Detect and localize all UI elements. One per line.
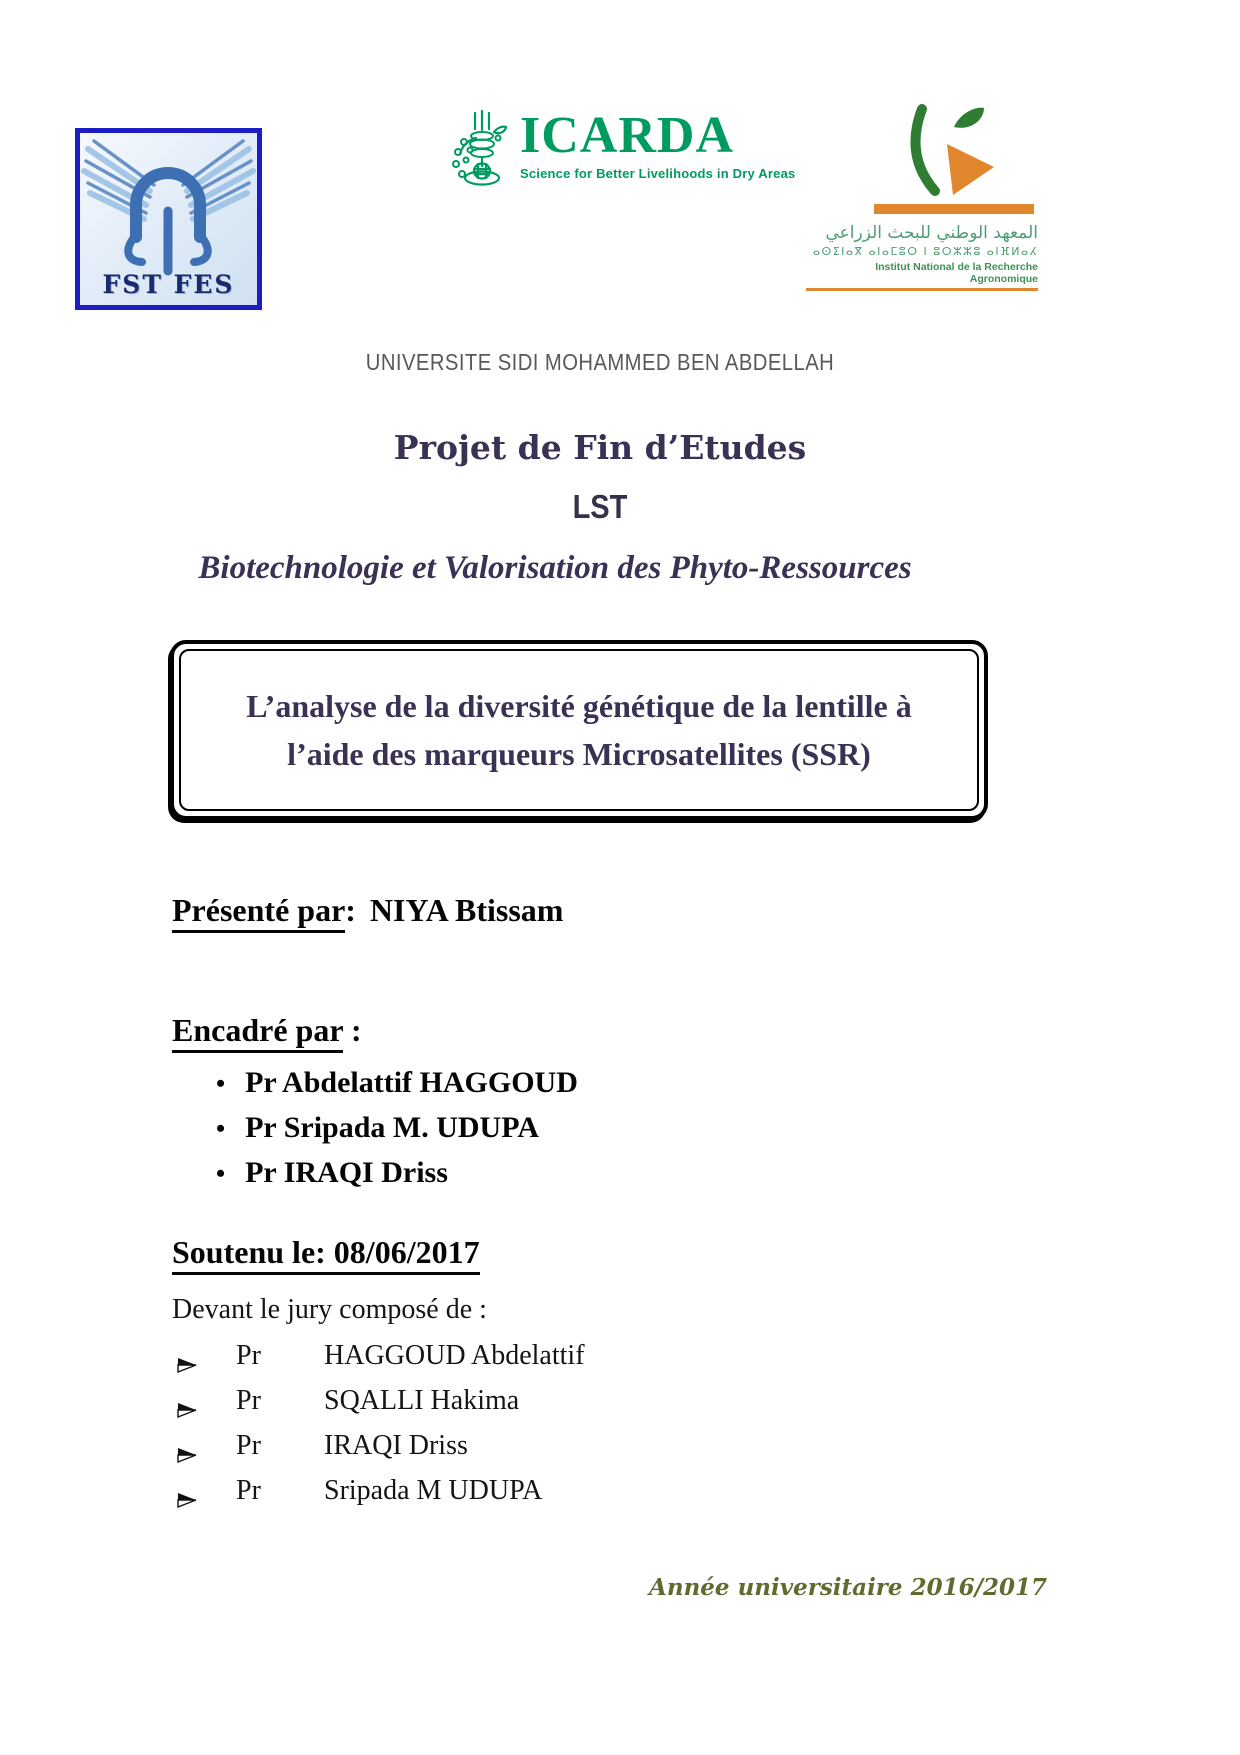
university-name: UNIVERSITE SIDI MOHAMMED BEN ABDELLAH bbox=[365, 349, 835, 375]
program-heading: Biotechnologie et Valorisation des Phyto-Ressources bbox=[198, 550, 912, 586]
supervisor-name: Pr Sripada M. UDUPA bbox=[245, 1111, 539, 1144]
inra-logo bbox=[806, 104, 1038, 291]
fst-fes-logo bbox=[75, 128, 262, 310]
presented-by-line bbox=[172, 892, 563, 929]
bullet-dot-icon: • bbox=[216, 1069, 226, 1098]
list-item bbox=[216, 1066, 578, 1111]
jury-member-title: Pr bbox=[236, 1340, 261, 1371]
inra-name-tifinagh: ⴰⵙⵉⵏⴰⴳ ⴰⵏⴰⵎⵓⵔ ⵏ ⵓⵔⵣⵣⵓ ⴰⵏⴼⵍⴰⵃ bbox=[812, 245, 1038, 258]
jury-member-title: Pr bbox=[236, 1385, 261, 1416]
arrow-bullet-icon bbox=[176, 1356, 198, 1374]
supervised-by-line bbox=[172, 1012, 362, 1049]
jury-intro-line: Devant le jury composé de : bbox=[172, 1294, 487, 1325]
degree-heading: LST bbox=[572, 488, 628, 525]
supervisor-name: Pr Abdelattif HAGGOUD bbox=[245, 1066, 578, 1099]
thesis-title-line1: L’analyse de la diversité génétique de la lentille à bbox=[246, 688, 912, 724]
supervisor-name: Pr IRAQI Driss bbox=[245, 1156, 448, 1189]
supervisor-list bbox=[216, 1066, 578, 1201]
supervised-by-colon: : bbox=[350, 1012, 362, 1048]
jury-member-title: Pr bbox=[236, 1475, 261, 1506]
wheat-icon bbox=[450, 108, 514, 194]
thesis-title-line2: l’aide des marqueurs Microsatellites (SSR) bbox=[287, 736, 871, 772]
supervised-by-label: Encadré par bbox=[172, 1012, 343, 1053]
fst-fes-caption: FST FES bbox=[102, 270, 235, 299]
inra-mark-icon bbox=[834, 104, 1038, 222]
student-name: NIYA Btissam bbox=[369, 892, 564, 928]
jury-member-name: IRAQI Driss bbox=[324, 1430, 468, 1461]
jury-member-title: Pr bbox=[236, 1430, 261, 1461]
list-item bbox=[176, 1430, 585, 1475]
jury-member-name: HAGGOUD Abdelattif bbox=[324, 1340, 585, 1371]
presented-by-label: Présenté par bbox=[172, 892, 345, 933]
arrow-bullet-icon bbox=[176, 1446, 198, 1464]
jury-member-name: Sripada M UDUPA bbox=[324, 1475, 543, 1506]
arrow-bullet-icon bbox=[176, 1401, 198, 1419]
jury-list bbox=[176, 1340, 585, 1520]
icarda-logo bbox=[450, 108, 795, 194]
academic-year: Année universitaire 2016/2017 bbox=[649, 1574, 1047, 1601]
bullet-dot-icon: • bbox=[216, 1159, 226, 1188]
list-item bbox=[216, 1111, 578, 1156]
jury-member-name: SQALLI Hakima bbox=[324, 1385, 520, 1416]
project-type-heading: Projet de Fin d’Etudes bbox=[393, 428, 807, 467]
arrow-bullet-icon bbox=[176, 1491, 198, 1509]
list-item bbox=[176, 1340, 585, 1385]
presented-by-colon: : bbox=[345, 892, 356, 928]
bullet-dot-icon: • bbox=[216, 1114, 226, 1143]
icarda-tagline: Science for Better Livelihoods in Dry Areas bbox=[520, 166, 796, 181]
list-item bbox=[216, 1156, 578, 1201]
defense-date-line: Soutenu le: 08/06/2017 bbox=[172, 1234, 480, 1271]
inra-name-french: Institut National de la Recherche Agronomique bbox=[806, 261, 1038, 291]
thesis-title-box bbox=[170, 640, 988, 820]
icarda-wordmark: ICARDA bbox=[520, 107, 734, 164]
list-item bbox=[176, 1385, 585, 1430]
inra-name-arabic: المعهد الوطني للبحث الزراعي bbox=[825, 223, 1038, 243]
list-item bbox=[176, 1475, 585, 1520]
